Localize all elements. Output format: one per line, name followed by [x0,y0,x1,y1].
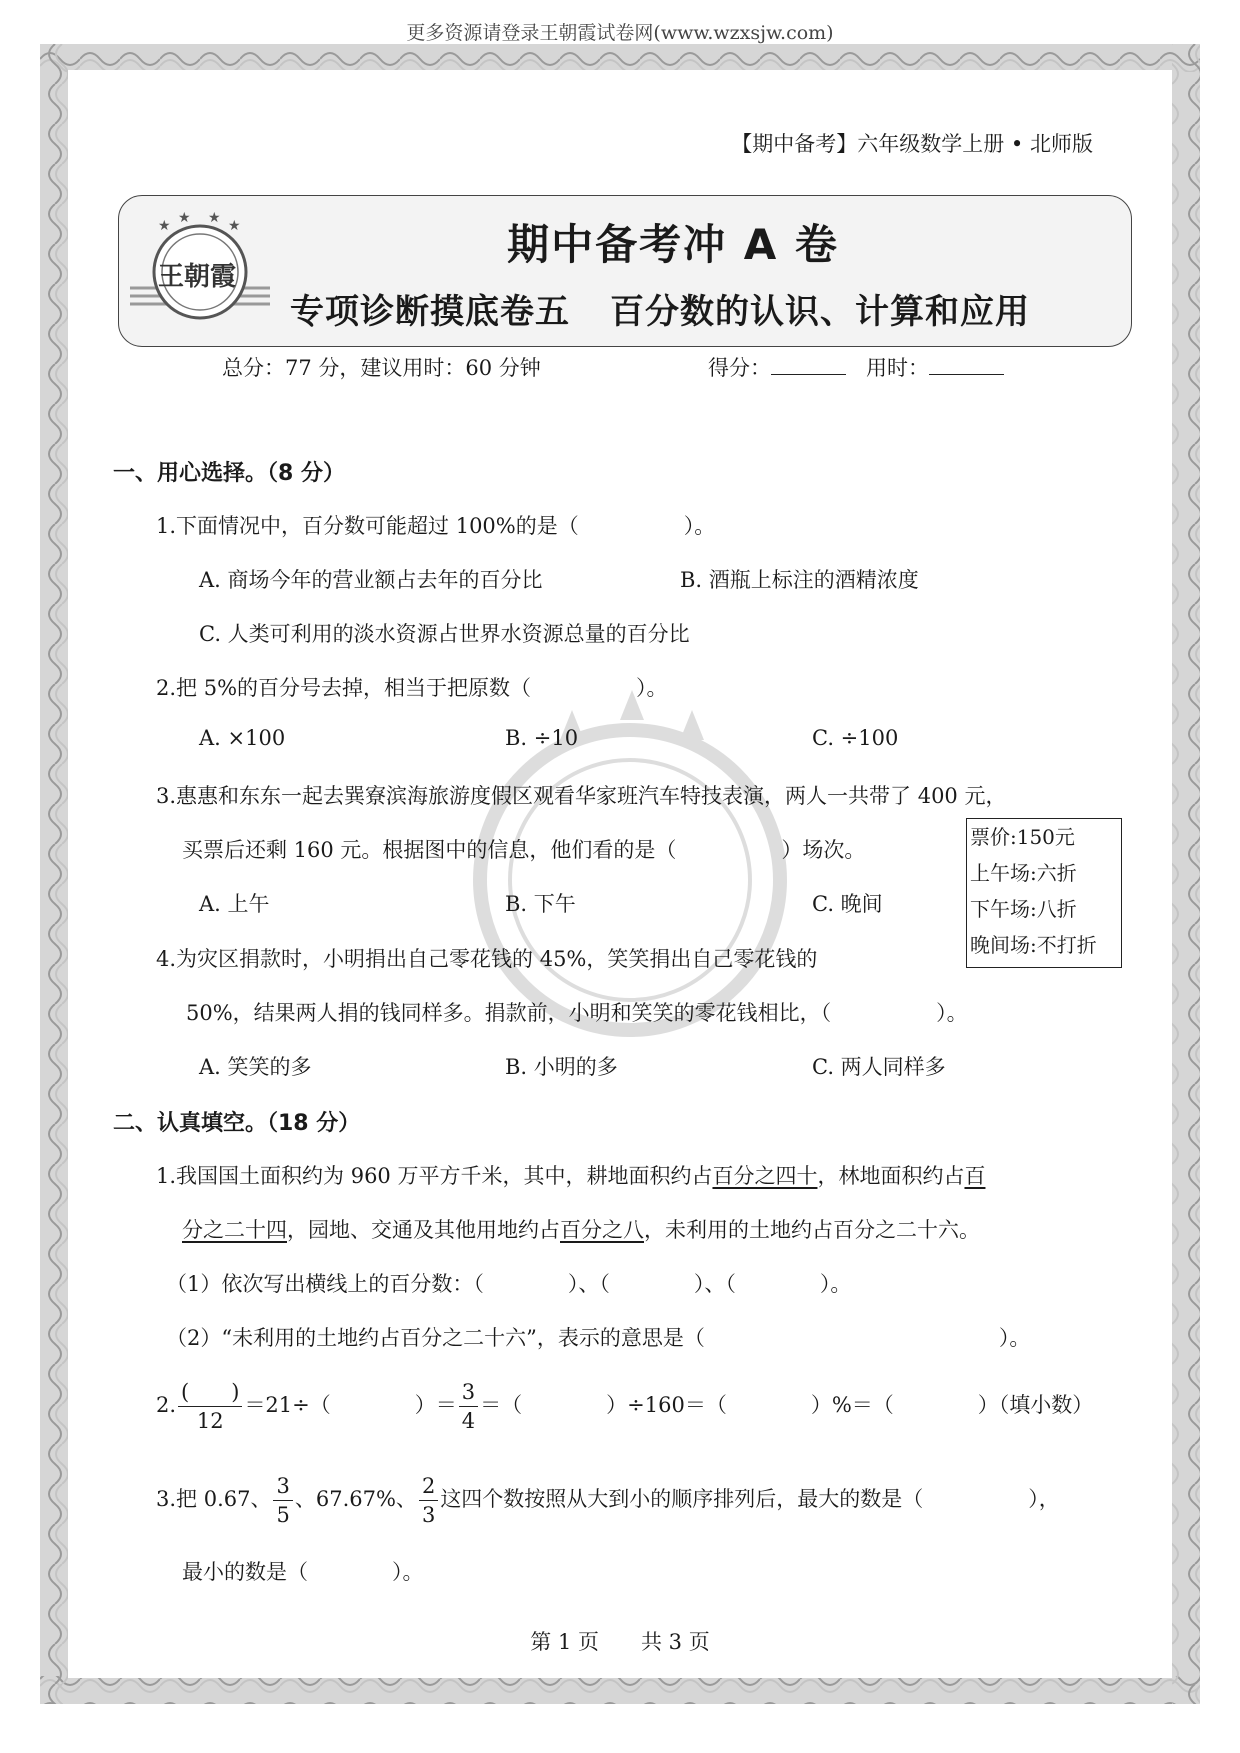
fraction [459,1378,478,1435]
denominator: 4 [461,1409,476,1433]
subtitle-part-a: 专项诊断摸底卷五 [290,292,570,332]
numerator: 2 [419,1472,438,1501]
text: ，未利用的土地约占百分之二十六。 [644,1218,980,1242]
score-blank[interactable] [771,354,846,375]
q3-option-a[interactable]: A. 上午 [199,892,270,916]
section-2-heading: 二、认真填空。（18 分） [113,1111,361,1136]
fraction [178,1378,242,1435]
q1-option-a[interactable]: A. 商场今年的营业额占去年的百分比 [199,568,543,592]
question-1: 1.下面情况中，百分数可能超过 100%的是（ ）。 [156,514,716,538]
underlined-term: 百 [964,1164,986,1188]
question-3-line-1: 3.惠惠和东东一起去巽寮滨海旅游度假区观看华家班汽车特技表演，两人一共带了 400 元， [156,784,1007,808]
page-title: 期中备考冲 A 卷 [507,220,839,269]
fill-3-line-2: 最小的数是（ ）。 [182,1560,424,1584]
question-2: 2.把 5%的百分号去掉，相当于把原数（ ）。 [156,676,668,700]
underlined-term: 百分之八 [560,1218,644,1242]
fill-1-sub-2: （2）“未利用的土地约占百分之二十六”，表示的意思是（ ）。 [166,1326,1031,1350]
q2-option-b[interactable]: B. ÷10 [505,726,579,750]
q2-option-a[interactable]: A. ×100 [199,726,286,750]
question-3-line-2: 买票后还剩 160 元。根据图中的信息，他们看的是（ ）场次。 [182,838,866,862]
edition-label: 【期中备考】六年级数学上册 • 北师版 [731,132,1093,156]
fill-1-line-1 [156,1160,985,1190]
svg-text:★: ★ [178,212,191,226]
score-label: 得分： [708,356,771,380]
time-blank[interactable] [929,354,1004,375]
q1-option-c[interactable]: C. 人类可利用的淡水资源占世界水资源总量的百分比 [199,622,690,646]
price-line: 上午场:六折 [970,861,1077,885]
top-note: 更多资源请登录王朝霞试卷网(www.wzxsjw.com) [406,22,834,44]
exam-info: 总分：77 分，建议用时：60 分钟 [222,356,541,380]
fill-1-sub-1: （1）依次写出横线上的百分数：（ ）、（ ）、（ ）。 [166,1272,852,1296]
time-label: 用时： [866,356,930,380]
score-time-fields [708,352,1004,382]
text: 3.把 0.67、 [156,1487,272,1511]
text: ，园地、交通及其他用地约占 [287,1218,560,1242]
page-footer: 第 1 页 共 3 页 [530,1630,710,1654]
price-line: 下午场:八折 [970,897,1077,921]
denominator: 5 [276,1503,290,1527]
subtitle-part-b: 百分数的认识、计算和应用 [610,292,1030,332]
numerator[interactable]: ( ) [178,1378,242,1407]
denominator: 3 [421,1503,436,1527]
numerator: 3 [459,1378,478,1407]
logo-text: 王朝霞 [158,262,237,292]
fraction [419,1472,438,1529]
q1-option-b[interactable]: B. 酒瓶上标注的酒精浓度 [680,568,919,592]
text: 1.我国国土面积约为 960 万平方千米，其中，耕地面积约占 [156,1164,713,1188]
text: 2. [156,1393,177,1417]
q4-option-b[interactable]: B. 小明的多 [505,1055,618,1079]
denominator: 12 [196,1409,224,1433]
price-info-box [966,818,1122,968]
fill-2 [156,1378,1093,1435]
text: ，林地面积约占 [817,1164,965,1188]
q3-option-b[interactable]: B. 下午 [505,892,576,916]
question-4-line-1: 4.为灾区捐款时，小明捐出自己零花钱的 45%，笑笑捐出自己零花钱的 [156,947,818,971]
question-4-line-2: 50%，结果两人捐的钱同样多。捐款前，小明和笑笑的零花钱相比，（ ）。 [186,1001,968,1025]
page-subtitle [290,284,1030,333]
q3-option-c[interactable]: C. 晚间 [812,892,883,916]
svg-text:★: ★ [208,212,221,226]
text: 这四个数按照从大到小的顺序排列后，最大的数是（ ）， [440,1487,1060,1511]
text: ＝（ ）÷160＝（ ）%＝（ ）（填小数） [480,1393,1094,1417]
svg-text:★: ★ [228,218,241,234]
underlined-term: 百分之四十 [712,1164,818,1188]
q2-option-c[interactable]: C. ÷100 [812,726,899,750]
underlined-term: 分之二十四 [182,1218,287,1242]
price-line: 票价:150元 [970,825,1075,849]
price-line: 晚间场:不打折 [970,933,1097,957]
numerator: 3 [273,1472,292,1501]
fill-3-line-1 [156,1472,1060,1529]
q4-option-c[interactable]: C. 两人同样多 [812,1055,946,1079]
svg-text:★: ★ [158,218,171,234]
q4-option-a[interactable]: A. 笑笑的多 [199,1055,312,1079]
text: 、67.67%、 [294,1487,417,1511]
section-1-heading: 一、用心选择。（8 分） [113,461,345,486]
fill-1-line-2 [182,1214,980,1244]
text: ＝21÷（ ）＝ [244,1393,457,1417]
fraction [273,1472,292,1529]
